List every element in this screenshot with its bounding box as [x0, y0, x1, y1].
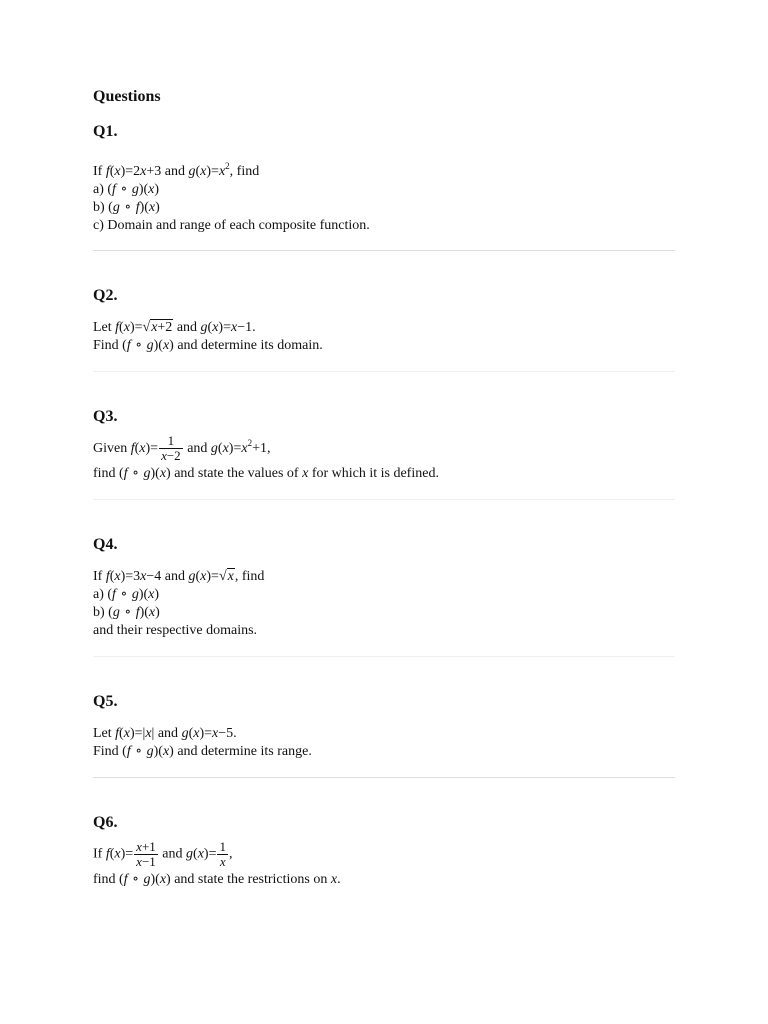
divider-2	[93, 371, 675, 372]
question-4-line-1: If f(x)=3x−4 and g(x)=√x, find	[93, 569, 265, 585]
document-title: Questions	[93, 88, 161, 105]
question-6-line-1: If f(x)= $\frac{x+1}{x-1}$ and g(x)= $\frac{1}{x}$ ,	[93, 839, 233, 870]
question-1-line-3: b) (g ∘ f)(x)	[93, 200, 160, 215]
divider-5	[93, 777, 675, 778]
question-2-line-1: Let f(x)=√x+2 and g(x)=x−1.	[93, 320, 256, 335]
question-4-heading: Q4.	[93, 536, 118, 554]
question-5-body	[93, 725, 675, 761]
question-3	[93, 406, 675, 483]
question-2-heading: Q2.	[93, 287, 118, 304]
question-4-line-4: and their respective domains.	[93, 623, 258, 639]
question-1-line-4: c) Domain and range of each composite function.	[93, 218, 370, 233]
question-1-heading: Q1.	[93, 123, 118, 140]
question-4	[93, 534, 675, 640]
question-5-heading: Q5.	[93, 693, 118, 711]
question-5-line-2: Find (f ∘ g)(x) and determine its range.	[93, 744, 312, 760]
question-6-body	[93, 840, 675, 889]
question-5-line-1: Let f(x)=|x| and g(x)=x−5.	[93, 726, 237, 742]
divider-3	[93, 499, 675, 500]
question-6	[93, 812, 675, 889]
question-1-line-2: a) (f ∘ g)(x)	[93, 182, 160, 197]
divider-1	[93, 250, 675, 251]
question-5	[93, 691, 675, 761]
question-4-line-3: b) (g ∘ f)(x)	[93, 605, 160, 621]
document-page	[93, 86, 675, 889]
question-1-body	[93, 157, 675, 235]
question-1-line-1: If f(x)=2x+3 and $g(x)=x^2$, find	[93, 161, 260, 179]
question-2-line-2: Find (f ∘ g)(x) and determine its domain.	[93, 338, 323, 353]
question-3-heading: Q3.	[93, 408, 118, 425]
question-3-line-2: find (f ∘ g)(x) and state the values of x for which it is defined.	[93, 466, 439, 482]
question-1	[93, 121, 675, 235]
question-2-body	[93, 319, 675, 355]
question-2	[93, 285, 675, 355]
question-4-line-2: a) (f ∘ g)(x)	[93, 587, 160, 603]
question-3-line-1: Given f(x)= $\frac{1}{x-2}$ and $g(x)=x^2+1$,	[93, 433, 271, 464]
question-3-body	[93, 434, 675, 483]
divider-4	[93, 656, 675, 657]
question-4-body	[93, 568, 675, 640]
question-6-line-2: find (f ∘ g)(x) and state the restrictions on x.	[93, 872, 341, 888]
question-6-heading: Q6.	[93, 814, 118, 832]
